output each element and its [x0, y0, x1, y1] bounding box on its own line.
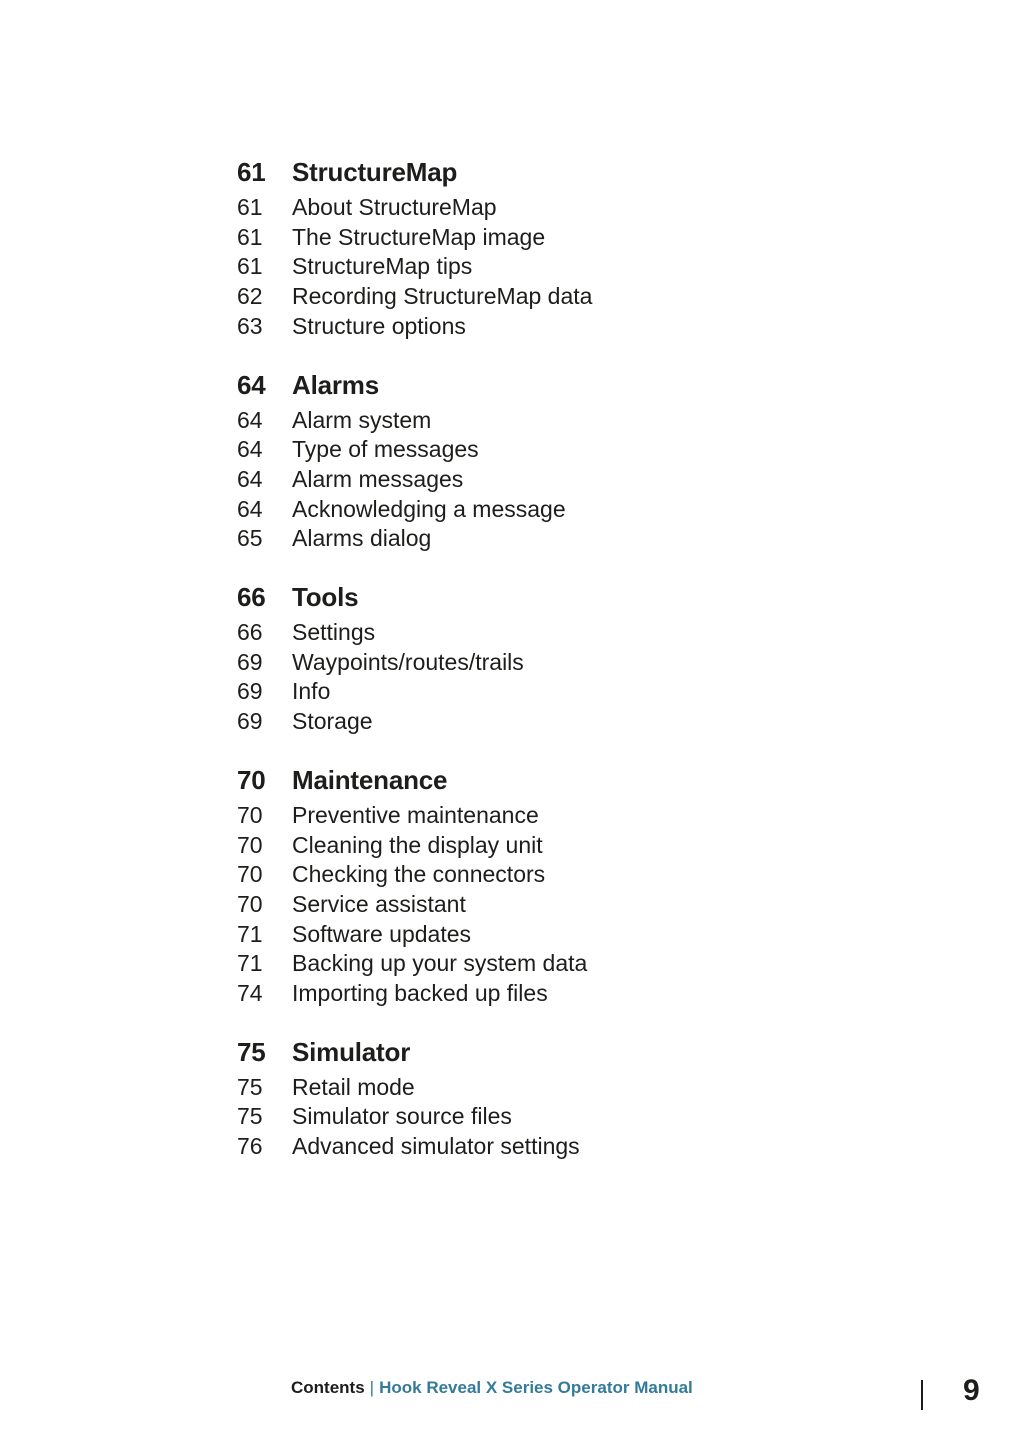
footer-section-label: Contents: [291, 1378, 365, 1397]
toc-section: [237, 369, 592, 555]
toc-section-page-number: 64: [237, 369, 266, 400]
toc-section: [237, 156, 592, 342]
footer-separator: |: [369, 1378, 375, 1397]
toc-entry-label: Cleaning the display unit: [292, 831, 543, 858]
toc-section-title: Tools: [292, 582, 359, 613]
toc-entry: [237, 193, 592, 223]
toc-entry-page-number: 75: [237, 1103, 263, 1130]
toc-entry-page-number: 63: [237, 312, 263, 339]
toc-entry-label: Advanced simulator settings: [292, 1133, 580, 1160]
toc-entry: [237, 949, 592, 979]
footer-manual-title: Hook Reveal X Series Operator Manual: [379, 1378, 693, 1397]
toc-entry-page-number: 62: [237, 283, 263, 310]
toc-entry-page-number: 70: [237, 801, 263, 828]
toc-entry: [237, 860, 592, 890]
toc-entry: [237, 831, 592, 861]
toc-entry: [237, 252, 592, 282]
toc-section-title: StructureMap: [292, 157, 458, 187]
toc-section: [237, 581, 592, 737]
toc-entry: [237, 435, 592, 465]
toc-section-heading: [237, 1036, 592, 1069]
toc-entry-page-number: 74: [237, 980, 263, 1007]
toc-entry-page-number: 69: [237, 708, 263, 735]
toc-section-title: Alarms: [292, 369, 379, 400]
footer-page-number: 9: [963, 1374, 980, 1407]
toc-entry-label: Settings: [292, 619, 376, 646]
toc-entry: [237, 648, 592, 678]
toc-entry-label: Backing up your system data: [292, 950, 588, 977]
toc-entry-page-number: 64: [237, 465, 263, 492]
toc-entry-page-number: 70: [237, 890, 263, 917]
footer-page-divider: [921, 1380, 923, 1410]
toc-entry-page-number: 64: [237, 406, 263, 433]
toc-entry-label: Retail mode: [292, 1073, 415, 1100]
toc-entry-label: Type of messages: [292, 436, 479, 463]
toc-entry: [237, 707, 592, 737]
toc-section-page-number: 75: [237, 1036, 266, 1067]
toc-entry: [237, 801, 592, 831]
toc-entry: [237, 406, 592, 436]
toc-entry: [237, 223, 592, 253]
toc-entry-label: Acknowledging a message: [292, 495, 566, 522]
toc-entry-label: Recording StructureMap data: [292, 283, 593, 310]
toc-entry-label: StructureMap tips: [292, 253, 473, 280]
toc-entry-label: Importing backed up files: [292, 980, 548, 1007]
toc-entry-page-number: 70: [237, 831, 263, 858]
toc-entry: [237, 979, 592, 1009]
toc-entry: [237, 677, 592, 707]
toc-entry-page-number: 61: [237, 223, 263, 250]
toc-entry-page-number: 61: [237, 253, 263, 280]
toc-entry-label: Waypoints/routes/trails: [292, 648, 524, 675]
toc-section: [237, 1036, 592, 1162]
toc-entry-label: Info: [292, 678, 331, 705]
toc-entry-label: Simulator source files: [292, 1103, 512, 1130]
toc-section-page-number: 66: [237, 582, 266, 613]
toc-entry-label: The StructureMap image: [292, 223, 546, 250]
toc-entry-page-number: 70: [237, 861, 263, 888]
toc-section: [237, 764, 592, 1009]
toc-entry: [237, 1073, 592, 1103]
toc-entry: [237, 312, 592, 342]
toc-entry-page-number: 61: [237, 194, 263, 220]
footer: [291, 1378, 693, 1398]
toc-entry: [237, 524, 592, 554]
toc-entry: [237, 1132, 592, 1162]
toc-entry-page-number: 75: [237, 1073, 263, 1100]
table-of-contents: [237, 156, 592, 1162]
toc-entry-page-number: 71: [237, 920, 263, 947]
toc-entry-label: Structure options: [292, 312, 466, 339]
toc-entry-page-number: 66: [237, 619, 263, 646]
toc-entry-page-number: 65: [237, 525, 263, 552]
toc-section-heading: [237, 369, 592, 402]
toc-section-title: Maintenance: [292, 764, 448, 795]
toc-entry-label: Alarm system: [292, 406, 432, 433]
toc-entry: [237, 618, 592, 648]
toc-entry-label: About StructureMap: [292, 194, 497, 220]
toc-section-page-number: 61: [237, 157, 266, 187]
toc-entry-label: Preventive maintenance: [292, 801, 539, 828]
toc-section-heading: [237, 581, 592, 614]
toc-section-title: Simulator: [292, 1036, 411, 1067]
toc-entry-page-number: 64: [237, 436, 263, 463]
toc-section-page-number: 70: [237, 764, 266, 795]
toc-entry: [237, 920, 592, 950]
toc-entry-label: Alarm messages: [292, 465, 464, 492]
toc-entry-page-number: 64: [237, 495, 263, 522]
toc-entry: [237, 495, 592, 525]
toc-section-heading: [237, 764, 592, 797]
toc-entry: [237, 465, 592, 495]
toc-entry-page-number: 71: [237, 950, 263, 977]
toc-entry-page-number: 69: [237, 648, 263, 675]
toc-entry-label: Storage: [292, 708, 373, 735]
toc-entry-label: Service assistant: [292, 890, 466, 917]
toc-entry: [237, 1102, 592, 1132]
toc-entry: [237, 890, 592, 920]
toc-entry-page-number: 69: [237, 678, 263, 705]
toc-entry-label: Checking the connectors: [292, 861, 546, 888]
toc-entry-label: Software updates: [292, 920, 472, 947]
toc-entry: [237, 282, 592, 312]
toc-entry-page-number: 76: [237, 1133, 263, 1160]
toc-section-heading: [237, 156, 592, 189]
toc-entry-label: Alarms dialog: [292, 525, 432, 552]
